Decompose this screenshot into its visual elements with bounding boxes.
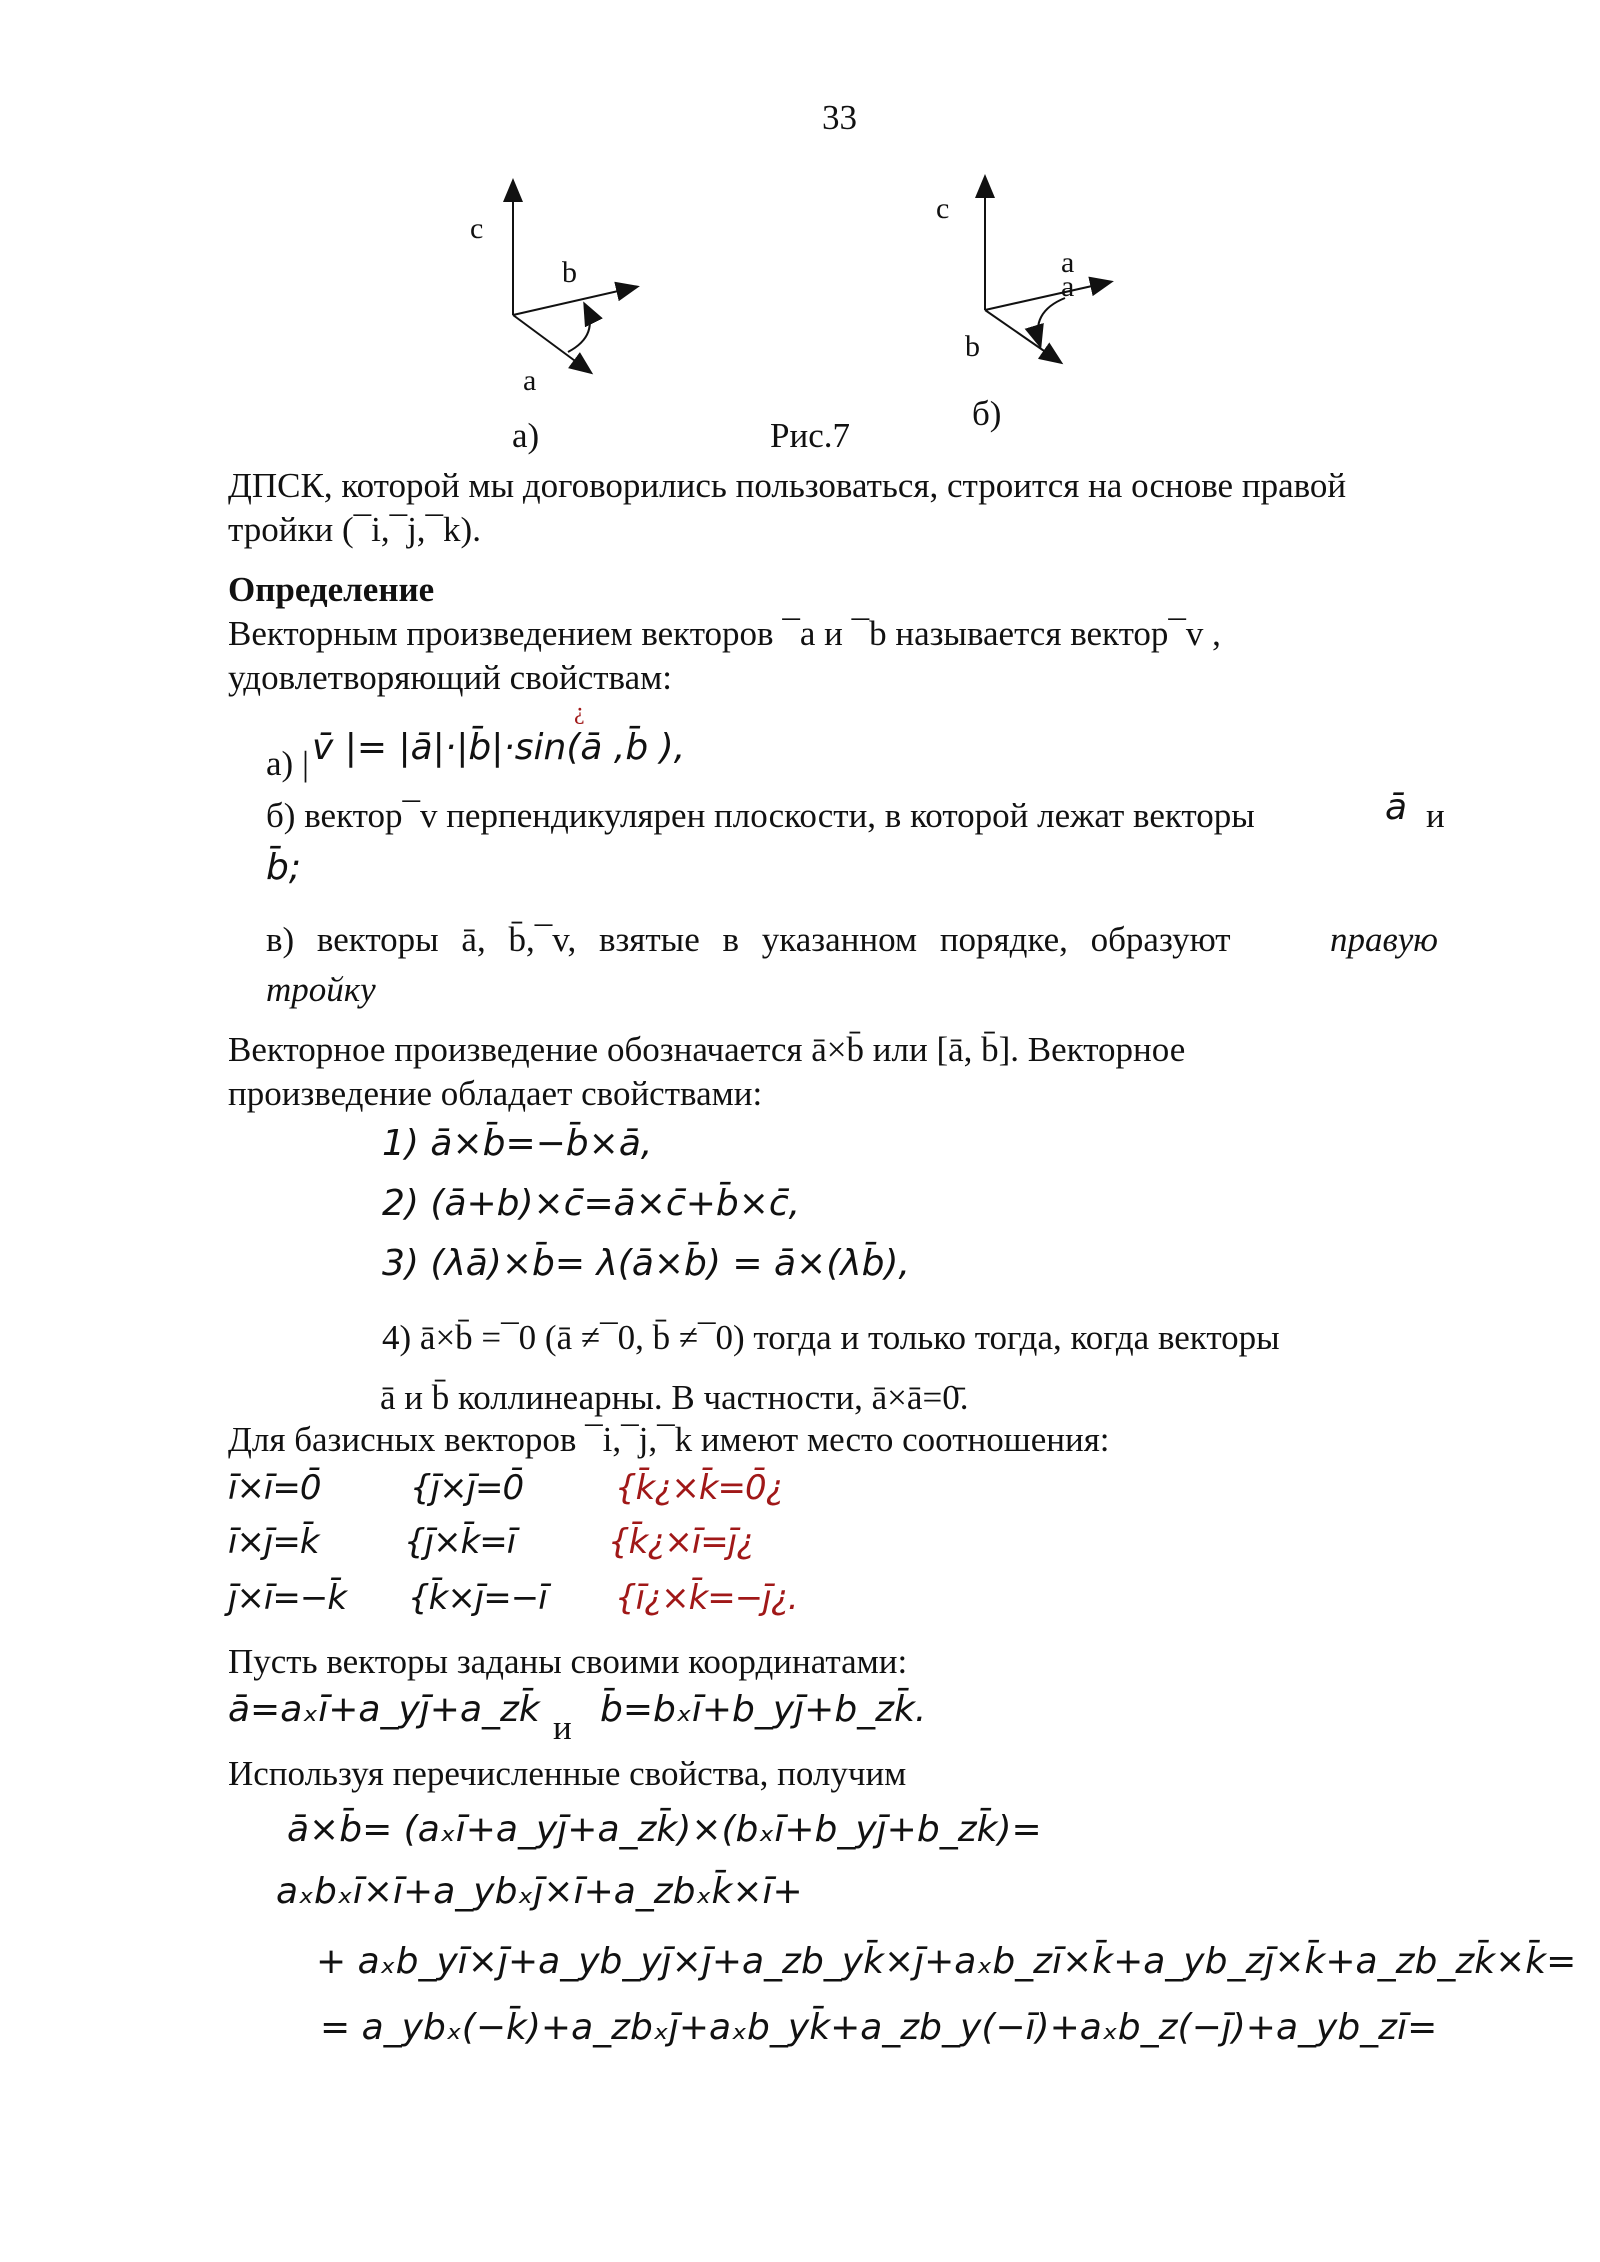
intro-line-1: ДПСК, которой мы договорились пользоваться, строится на основе правой: [228, 466, 1347, 505]
label-a2-right: a: [1061, 270, 1075, 303]
basis-r1-c1: ī×ī=0̄: [228, 1468, 321, 1508]
label-b-left: b: [562, 256, 577, 289]
prop-a-prefix: а) |: [266, 744, 309, 783]
label-a1-right: a: [1061, 246, 1075, 279]
derivation-line-4: = a_ybₓ(−k̄)+a_zbₓj̄+aₓb_yk̄+a_zb_y(−ī)+aₓb_z(−j̄)+a_yb_zī=: [320, 2007, 1438, 2048]
property-4-cont: ā и b̄ коллинеарны. В частности, ā×ā=0̄.: [380, 1378, 969, 1417]
basis-r1-c3: {k̄¿×k̄=0̄¿: [615, 1468, 783, 1508]
notation-line-1: Векторное произведение обозначается ā×b̄ или [ā, b̄]. Векторное: [228, 1030, 1186, 1069]
figure-sub-a: а): [512, 416, 540, 455]
prop-a-formula: v̄ |= |ā|·|b̄|·sin(ā ,b̄ ),: [312, 727, 686, 768]
prop-a-mark: ¿: [574, 699, 585, 725]
prop-b-vector-a: ā: [1385, 787, 1408, 828]
definition-line-1: Векторным произведением векторов ¯a и ¯b называется вектор¯v ,: [228, 614, 1221, 653]
basis-r2-c1: ī×j̄=k̄: [228, 1522, 319, 1562]
axis-b-right: [985, 310, 1060, 362]
basis-r3-c1: j̄×ī=−k̄: [228, 1578, 347, 1618]
derivation-intro: Используя перечисленные свойства, получим: [228, 1754, 907, 1793]
prop-b-line-2: b̄;: [266, 847, 301, 888]
intro-line-2: тройки (¯i,¯j,¯k).: [228, 510, 481, 549]
page-number: 33: [822, 98, 857, 137]
figure-7-drawing: [0, 0, 1600, 460]
basis-r2-c3: {k̄¿×ī=j̄¿: [608, 1522, 754, 1562]
definition-line-2: удовлетворяющий свойствам:: [228, 658, 673, 697]
basis-r2-c2: {j̄×k̄=ī: [404, 1522, 516, 1562]
property-1: 1) ā×b̄=−b̄×ā,: [382, 1123, 653, 1164]
axis-b-left: [513, 287, 636, 315]
prop-b-and: и: [1426, 796, 1445, 835]
basis-r3-c2: {k̄×j̄=−ī: [408, 1578, 547, 1618]
rotation-arrow-right: [1038, 298, 1065, 345]
derivation-line-3: + aₓb_yī×j̄+a_yb_yj̄×j̄+a_zb_yk̄×j̄+aₓb_zī×k̄+a_yb_zj̄×k̄+a_zb_zk̄×k̄=: [316, 1941, 1577, 1982]
coords-and: и: [553, 1708, 572, 1747]
label-c-left: c: [470, 212, 484, 245]
rotation-arrow-left: [568, 305, 590, 352]
label-b-right: b: [965, 330, 980, 363]
coords-intro: Пусть векторы заданы своими координатами:: [228, 1642, 908, 1681]
property-3: 3) (λā)×b̄= λ(ā×b̄) = ā×(λb̄),: [382, 1243, 910, 1284]
basis-intro: Для базисных векторов ¯i,¯j,¯k имеют место соотношения:: [228, 1420, 1110, 1459]
figure-sub-b: б): [972, 394, 1002, 433]
derivation-line-2: aₓbₓī×ī+a_ybₓj̄×ī+a_zbₓk̄×ī+: [276, 1871, 803, 1912]
notation-line-2: произведение обладает свойствами:: [228, 1074, 763, 1113]
property-2: 2) (ā+b)×c̄=ā×c̄+b̄×c̄,: [382, 1183, 801, 1224]
basis-r1-c2: {j̄×j̄=0̄: [410, 1468, 524, 1508]
label-a-left: a: [523, 364, 537, 397]
label-c-right: c: [936, 192, 950, 225]
coords-formula-a: ā=aₓī+a_yj̄+a_zk̄: [228, 1689, 540, 1730]
prop-c-italic: правую: [1330, 920, 1438, 959]
basis-r3-c3: {ī¿×k̄=−j̄¿.: [615, 1578, 798, 1618]
prop-b-line-1: б) вектор¯v перпендикулярен плоскости, в которой лежат векторы: [266, 796, 1255, 835]
coords-formula-b: b̄=bₓī+b_yj̄+b_zk̄.: [600, 1689, 927, 1730]
derivation-line-1: ā×b̄= (aₓī+a_yj̄+a_zk̄)×(bₓī+b_yj̄+b_zk̄)=: [287, 1809, 1042, 1850]
axis-a-right: [985, 282, 1110, 310]
prop-c-line-2: тройку: [266, 970, 376, 1009]
prop-c-line-1: в) векторы ā, b̄,¯v, взятые в указанном порядке, образуют: [266, 920, 1231, 959]
property-4: 4) ā×b̄ =¯0 (ā ≠¯0, b̄ ≠¯0) тогда и только тогда, когда векторы: [382, 1318, 1280, 1357]
definition-heading: Определение: [228, 570, 435, 609]
figure-caption: Рис.7: [770, 416, 850, 455]
